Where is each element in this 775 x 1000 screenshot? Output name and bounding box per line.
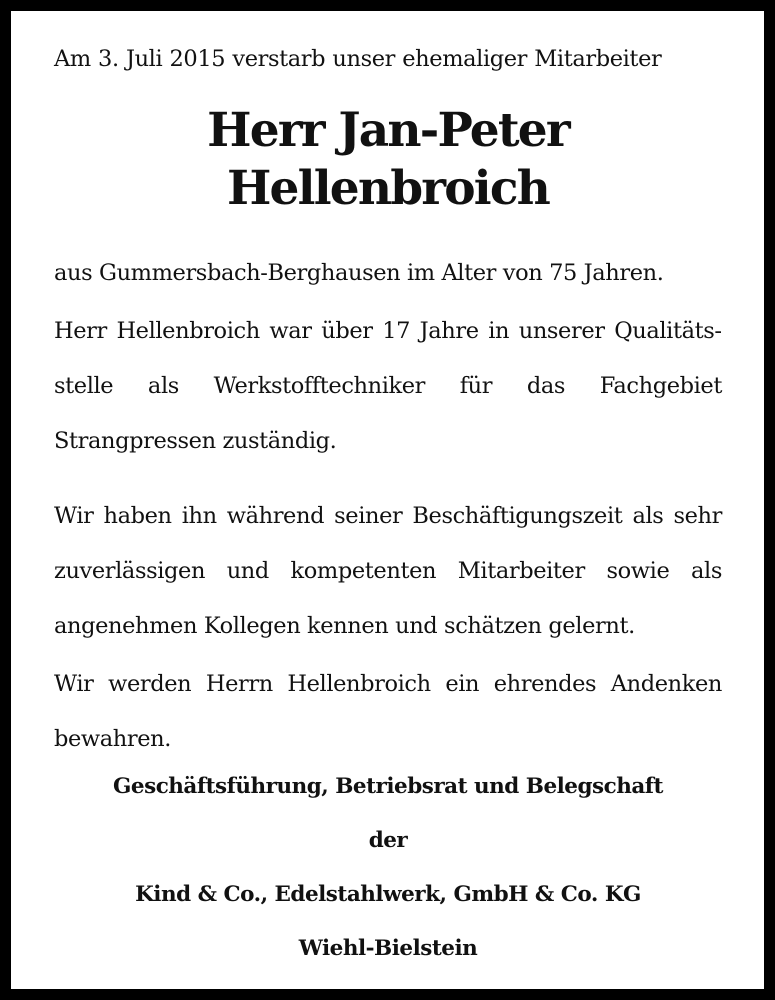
- signature-line-der: der: [368, 828, 408, 853]
- paragraph-appreciation: Wir haben ihn während seiner Beschäftigungszeit als sehr zuverlässigen und kompetenten Mitarbeiter sowie als angenehmen Kollegen kennen und schätzen gelernt.: [54, 503, 722, 639]
- signature-line-location: Wiehl-Bielstein: [298, 936, 478, 961]
- paragraph-origin: aus Gummersbach-Berghausen im Alter von 75 Jahren.: [54, 260, 664, 286]
- signature-line-staff: Geschäftsführung, Betriebsrat und Belegschaft: [113, 774, 663, 799]
- notice-body: [54, 36, 722, 767]
- intro-line: Am 3. Juli 2015 verstarb unser ehemaliger Mitarbeiter: [54, 46, 662, 72]
- signature-block: [54, 760, 722, 976]
- paragraph-remembrance: Wir werden Herrn Hellenbroich ein ehrendes Andenken bewahren.: [54, 671, 722, 752]
- paragraph-career: Herr Hellenbroich war über 17 Jahre in unserer Qualitätsstelle als Werkstofftechniker für das Fachgebiet Strangpressen zuständig.: [54, 318, 722, 454]
- signature-line-company: Kind & Co., Edelstahlwerk, GmbH & Co. KG: [135, 882, 641, 907]
- deceased-name: Herr Jan-Peter Hellenbroich: [207, 103, 569, 216]
